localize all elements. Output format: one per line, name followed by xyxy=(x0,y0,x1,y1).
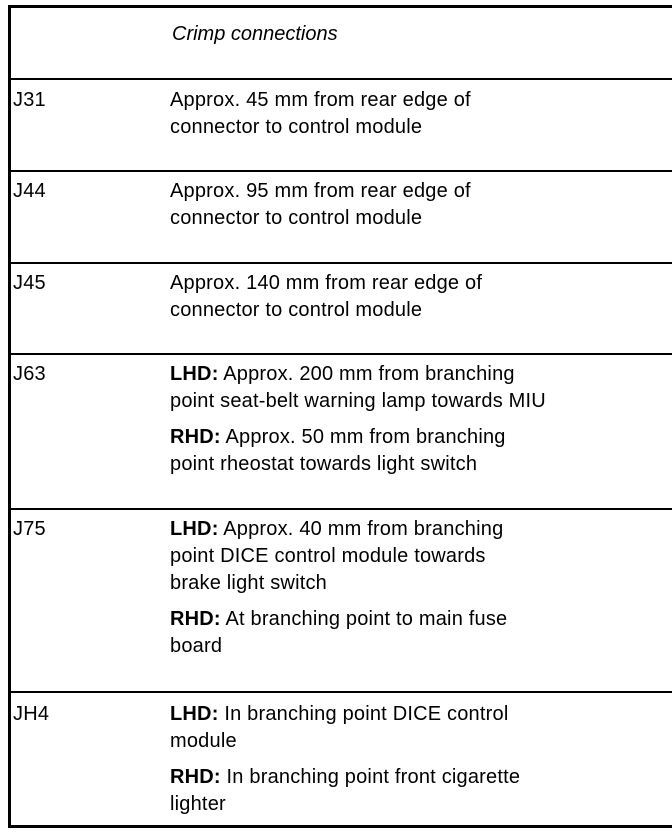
row-desc-j44 xyxy=(170,178,670,232)
desc-line: In branching point front cigarette xyxy=(220,766,521,788)
desc-line: lighter xyxy=(170,793,226,815)
desc-line: Approx. 45 mm from rear edge of xyxy=(170,89,471,111)
row-divider xyxy=(8,508,672,510)
row-code-j45: J45 xyxy=(13,272,46,294)
desc-line: point DICE control module towards xyxy=(170,545,486,567)
row-code-j31: J31 xyxy=(13,89,46,111)
row-code-jh4: JH4 xyxy=(13,703,50,725)
desc-line: module xyxy=(170,730,237,752)
desc-line: connector to control module xyxy=(170,116,423,138)
column-header-crimp-connections: Crimp connections xyxy=(172,23,338,45)
desc-line: Approx. 40 mm from branching xyxy=(218,518,504,540)
desc-line: board xyxy=(170,635,223,657)
desc-line: At branching point to main fuse xyxy=(220,608,508,630)
lhd-label: LHD: xyxy=(170,703,219,725)
desc-line: point rheostat towards light switch xyxy=(170,453,478,475)
rhd-label: RHD: xyxy=(170,426,221,448)
desc-line: point seat-belt warning lamp towards MIU xyxy=(170,390,546,412)
lhd-paragraph xyxy=(170,361,670,415)
rhd-paragraph xyxy=(170,424,670,478)
row-divider xyxy=(8,78,672,80)
desc-line: connector to control module xyxy=(170,299,423,321)
lhd-paragraph xyxy=(170,701,670,755)
desc-line: Approx. 50 mm from branching xyxy=(220,426,506,448)
row-desc-j31 xyxy=(170,87,670,141)
row-divider xyxy=(8,262,672,264)
rhd-label: RHD: xyxy=(170,608,221,630)
lhd-label: LHD: xyxy=(170,518,219,540)
desc-line: Approx. 200 mm from branching xyxy=(218,363,515,385)
row-divider xyxy=(8,691,672,693)
rhd-paragraph xyxy=(170,764,670,818)
row-code-j75: J75 xyxy=(13,518,46,540)
rhd-label: RHD: xyxy=(170,766,221,788)
row-desc-jh4 xyxy=(170,701,670,818)
row-code-j63: J63 xyxy=(13,363,46,385)
desc-line: In branching point DICE control xyxy=(218,703,509,725)
row-desc-j75 xyxy=(170,516,670,660)
desc-line: Approx. 95 mm from rear edge of xyxy=(170,180,471,202)
row-divider xyxy=(8,170,672,172)
lhd-label: LHD: xyxy=(170,363,219,385)
desc-line: Approx. 140 mm from rear edge of xyxy=(170,272,483,294)
lhd-paragraph xyxy=(170,516,670,597)
row-divider xyxy=(8,353,672,355)
rhd-paragraph xyxy=(170,606,670,660)
row-desc-j45 xyxy=(170,270,670,324)
desc-line: brake light switch xyxy=(170,572,327,594)
desc-line: connector to control module xyxy=(170,207,423,229)
row-desc-j63 xyxy=(170,361,670,478)
row-code-j44: J44 xyxy=(13,180,46,202)
